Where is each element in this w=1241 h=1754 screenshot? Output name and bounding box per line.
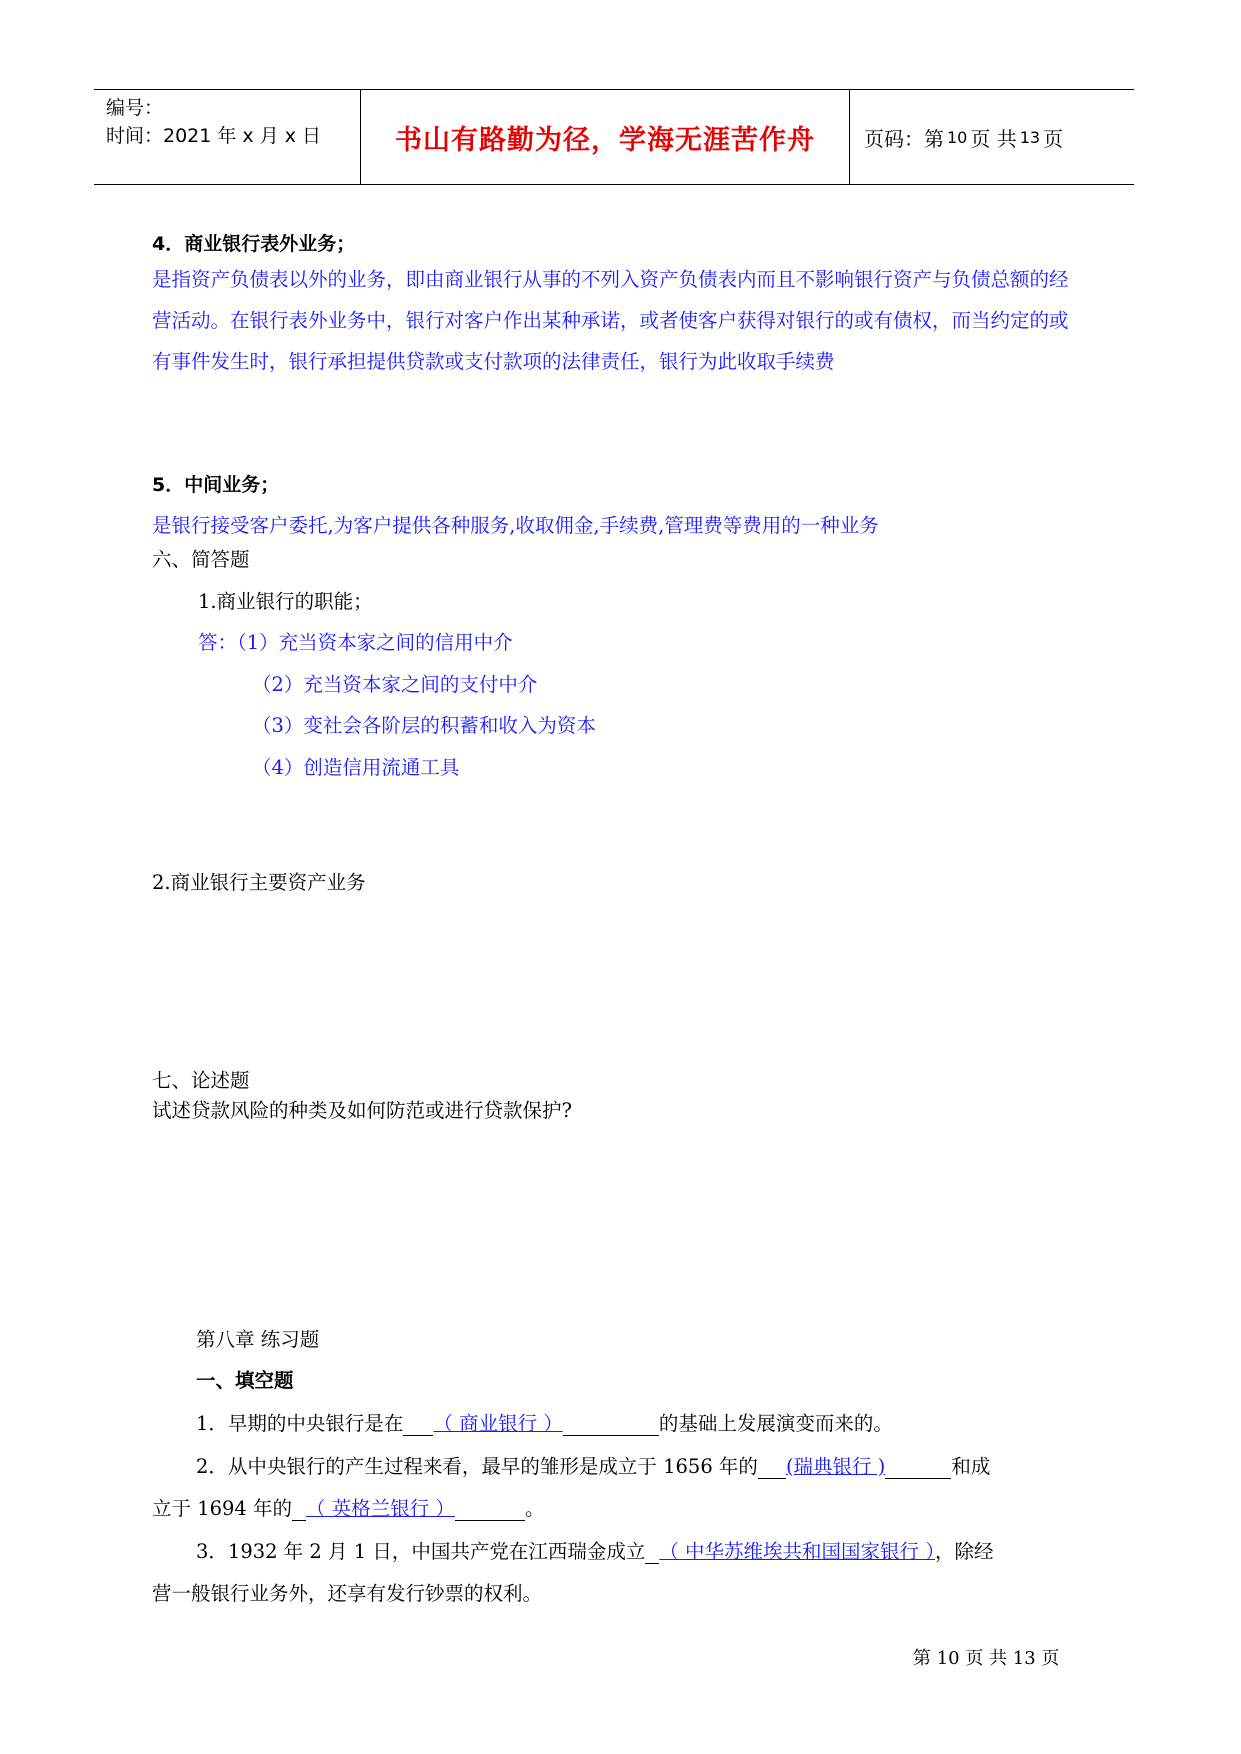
fill-q3-answer: （ 中华苏维埃共和国国家银行 ） xyxy=(659,1540,935,1563)
page-total: 13 xyxy=(1019,127,1041,147)
page-suffix: 页 xyxy=(1043,126,1064,151)
fill-q3-line2: 营一般银行业务外，还享有发行钞票的权利。 xyxy=(152,1582,543,1605)
fill-blank-heading: 一、填空题 xyxy=(196,1369,294,1392)
essay-heading: 七、论述题 xyxy=(152,1069,250,1092)
page-current: 10 xyxy=(947,127,968,147)
document-number-label: 编号： xyxy=(106,97,164,119)
page-header xyxy=(94,89,1134,185)
fill-q2-answer2: （ 英格兰银行 ） xyxy=(306,1497,455,1520)
header-meta xyxy=(94,90,360,184)
answer-item: （4）创造信用流通工具 xyxy=(252,756,460,779)
header-page-number xyxy=(850,90,1134,184)
document-date: 时间：2021 年 x 月 x 日 xyxy=(106,125,322,147)
answer-blank xyxy=(403,1413,433,1436)
page-prefix: 页码：第 xyxy=(864,126,944,151)
fill-q3-post: ，除经 xyxy=(935,1540,994,1563)
page-mid: 页 共 xyxy=(970,126,1017,151)
essay-q1: 试述贷款风险的种类及如何防范或进行贷款保护? xyxy=(152,1099,572,1122)
section4-title: 4．商业银行表外业务； xyxy=(152,233,356,255)
answer-prefix: 答： xyxy=(198,631,238,654)
fill-q2-post: 。 xyxy=(524,1497,545,1520)
answer-blank xyxy=(563,1413,659,1436)
section5-body: 是银行接受客户委托,为客户提供各种服务,收取佣金,手续费,管理费等费用的一种业务 xyxy=(152,514,879,537)
short-answer-heading: 六、简答题 xyxy=(152,548,250,571)
fill-q1-post: 的基础上发展演变而来的。 xyxy=(658,1412,893,1435)
answer-item: （3）变社会各阶层的积蓄和收入为资本 xyxy=(252,714,596,737)
answer-item: （2）充当资本家之间的支付中介 xyxy=(252,673,538,696)
answer-blank xyxy=(292,1498,306,1521)
fill-q2-pre: 2．从中央银行的产生过程来看，最早的雏形是成立于 1656 年的 xyxy=(196,1455,758,1478)
answer-blank xyxy=(455,1498,525,1521)
answer-item: （1）充当资本家之间的信用中介 xyxy=(237,631,513,654)
fill-q1-answer: （ 商业银行 ） xyxy=(433,1412,563,1435)
fill-q2-answer: (瑞典银行 ) xyxy=(785,1455,886,1478)
header-motto: 书山有路勤为径，学海无涯苦作舟 xyxy=(360,90,850,184)
fill-q1-pre: 1．早期的中央银行是在 xyxy=(196,1412,404,1435)
fill-q2-line2-pre: 立于 1694 年的 xyxy=(152,1497,293,1520)
section5-title: 5．中间业务； xyxy=(152,474,280,496)
fill-q3-pre: 3．1932 年 2 月 1 日，中国共产党在江西瑞金成立 xyxy=(196,1540,646,1563)
fill-q3-line1 xyxy=(196,1536,994,1564)
section4-body: 是指资产负债表以外的业务，即由商业银行从事的不列入资产负债表内而且不影响银行资产与负债总额的经营活动。在银行表外业务中，银行对客户作出某种承诺，或者使客户获得对银行的或有债权，而当约定的或有事件发生时，银行承担提供贷款或支付款项的法律责任，银行为此收取手续费 xyxy=(152,268,1069,373)
page-footer: 第 10 页 共 13 页 xyxy=(913,1648,1060,1669)
answer-blank xyxy=(885,1456,951,1479)
chapter8-title: 第八章 练习题 xyxy=(196,1328,320,1351)
answer-blank xyxy=(645,1541,659,1564)
fill-q2-line1 xyxy=(196,1451,990,1479)
short-answer-a1-line1 xyxy=(198,627,513,655)
short-answer-q1: 1.商业银行的职能； xyxy=(198,590,373,613)
short-answer-q2: 2.商业银行主要资产业务 xyxy=(152,871,366,894)
fill-q2-line2 xyxy=(152,1493,544,1521)
fill-q2-mid: 和成 xyxy=(951,1455,991,1478)
answer-blank xyxy=(758,1456,786,1479)
fill-q1 xyxy=(196,1408,893,1436)
